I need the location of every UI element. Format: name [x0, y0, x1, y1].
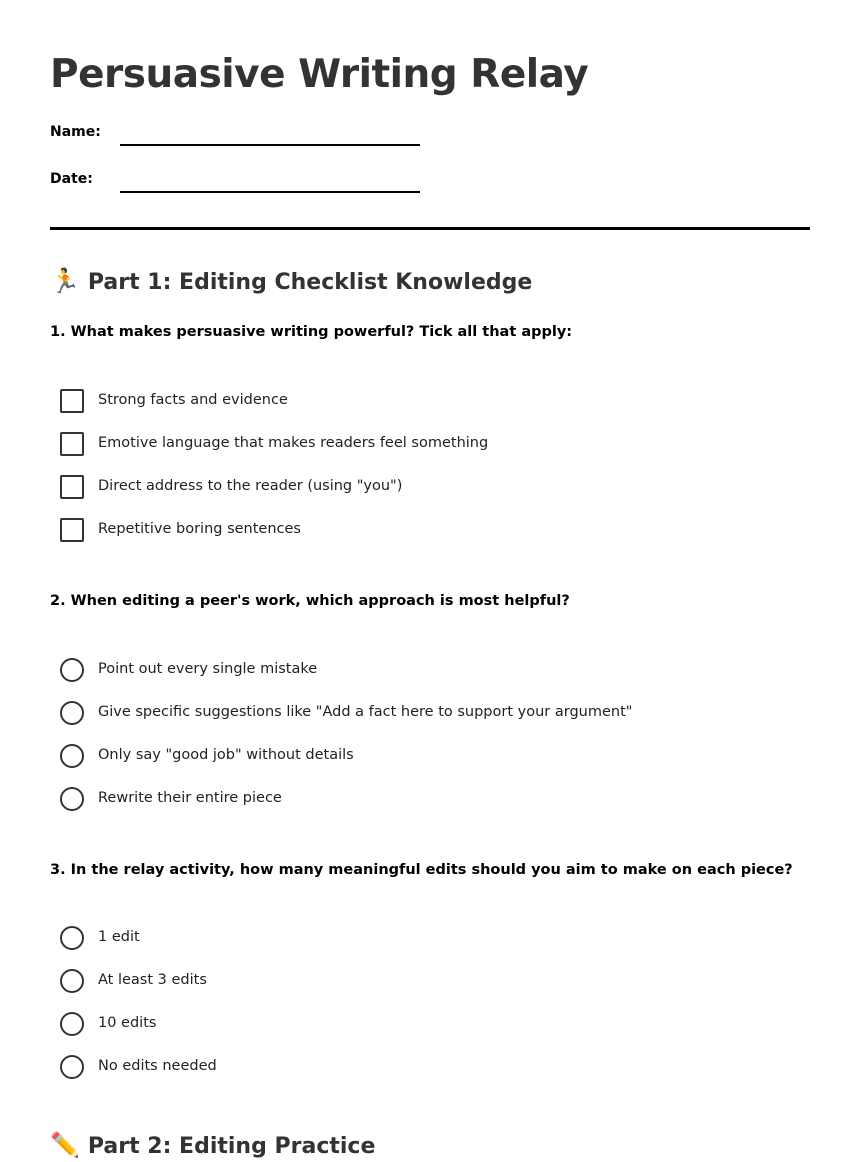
q2-option-2[interactable]	[60, 700, 800, 726]
name-label: Name:	[50, 124, 101, 140]
date-field[interactable]	[50, 170, 470, 196]
checkbox[interactable]	[60, 518, 84, 542]
radio-button[interactable]	[60, 787, 84, 811]
option-label: Only say "good job" without details	[98, 747, 354, 763]
date-line[interactable]	[120, 191, 420, 193]
question-2: 2. When editing a peer's work, which approach is most helpful?	[50, 593, 570, 609]
q2-option-3[interactable]	[60, 743, 800, 769]
q3-option-2[interactable]	[60, 968, 800, 994]
part1-heading	[50, 266, 532, 298]
pencil-icon: ✏️	[50, 1131, 80, 1159]
q1-option-2[interactable]	[60, 431, 800, 457]
radio-button[interactable]	[60, 1012, 84, 1036]
part1-heading-text: Part 1: Editing Checklist Knowledge	[87, 270, 533, 295]
q3-option-1[interactable]	[60, 925, 800, 951]
q2-option-1[interactable]	[60, 657, 800, 683]
radio-button[interactable]	[60, 701, 84, 725]
option-label: At least 3 edits	[98, 972, 207, 988]
q3-option-3[interactable]	[60, 1011, 800, 1037]
option-label: Direct address to the reader (using "you")	[98, 478, 403, 494]
option-label: Repetitive boring sentences	[98, 521, 301, 537]
radio-button[interactable]	[60, 744, 84, 768]
radio-button[interactable]	[60, 969, 84, 993]
option-label: Emotive language that makes readers feel something	[98, 435, 489, 451]
radio-button[interactable]	[60, 658, 84, 682]
option-label: No edits needed	[98, 1058, 217, 1074]
part2-heading-text: Part 2: Editing Practice	[87, 1134, 376, 1159]
checkbox[interactable]	[60, 475, 84, 499]
question-3: 3. In the relay activity, how many meaningful edits should you aim to make on each piece?	[50, 862, 793, 878]
q2-option-4[interactable]	[60, 786, 800, 812]
name-field[interactable]	[50, 123, 470, 149]
option-label: 10 edits	[98, 1015, 157, 1031]
q3-option-4[interactable]	[60, 1054, 800, 1080]
header-divider	[50, 227, 810, 230]
q1-option-4[interactable]	[60, 517, 800, 543]
option-label: 1 edit	[98, 929, 140, 945]
option-label: Strong facts and evidence	[98, 392, 288, 408]
name-line[interactable]	[120, 144, 420, 146]
part2-heading	[50, 1130, 375, 1162]
option-label: Give specific suggestions like "Add a fact here to support your argument"	[98, 704, 633, 720]
q1-option-3[interactable]	[60, 474, 800, 500]
q1-option-1[interactable]	[60, 388, 800, 414]
question-1: 1. What makes persuasive writing powerful? Tick all that apply:	[50, 324, 573, 340]
radio-button[interactable]	[60, 1055, 84, 1079]
checkbox[interactable]	[60, 389, 84, 413]
checkbox[interactable]	[60, 432, 84, 456]
runner-icon: 🏃	[50, 267, 80, 295]
radio-button[interactable]	[60, 926, 84, 950]
option-label: Rewrite their entire piece	[98, 790, 282, 806]
date-label: Date:	[50, 171, 93, 187]
option-label: Point out every single mistake	[98, 661, 318, 677]
worksheet-title: Persuasive Writing Relay	[50, 52, 589, 97]
